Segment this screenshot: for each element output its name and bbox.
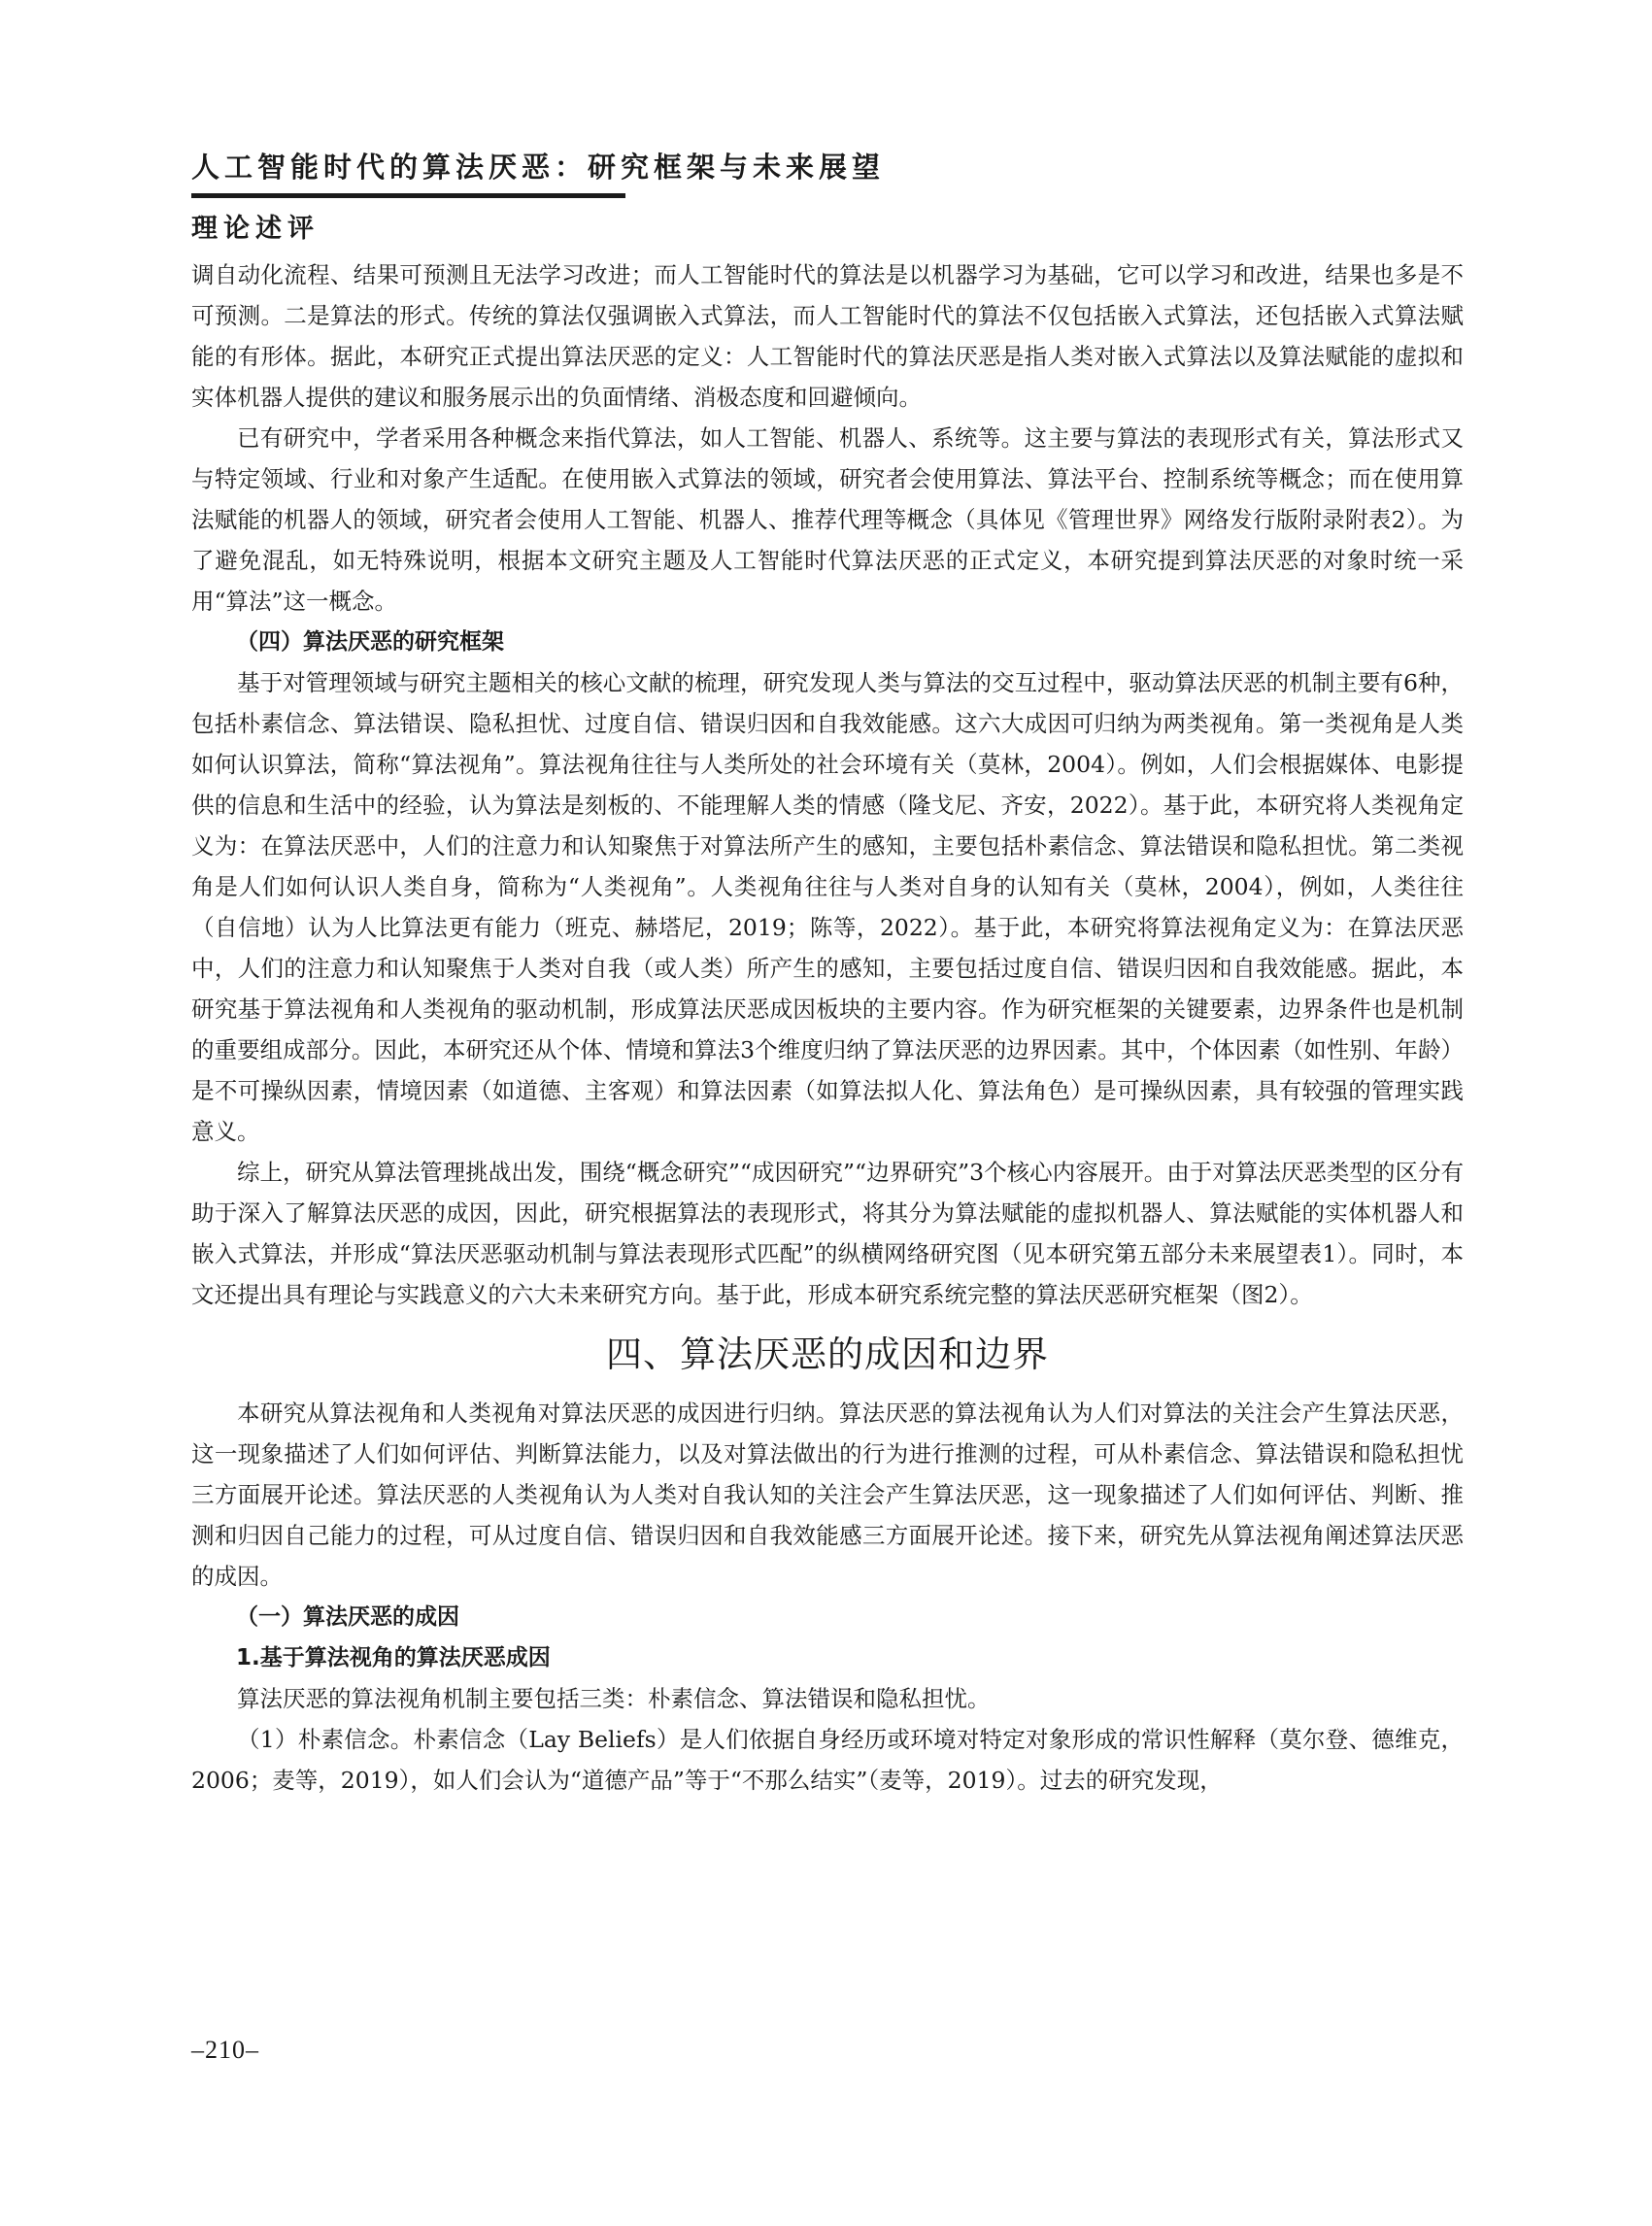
paragraph: 调自动化流程、结果可预测且无法学习改进；而人工智能时代的算法是以机器学习为基础，它可以学习和改进，结果也多是不可预测。二是算法的形式。传统的算法仅强调嵌入式算法，而人工智能时代的算法不仅包括嵌入式算法，还包括嵌入式算法赋能的有形体。据此，本研究正式提出算法厌恶的定义：人工智能时代的算法厌恶是指人类对嵌入式算法以及算法赋能的虚拟和实体机器人提供的建议和服务展示出的负面情绪、消极态度和回避倾向。 <box>191 261 1464 411</box>
running-title: 人工智能时代的算法厌恶：研究框架与未来展望 <box>191 151 886 184</box>
paragraph: 已有研究中，学者采用各种概念来指代算法，如人工智能、机器人、系统等。这主要与算法的表现形式有关，算法形式又与特定领域、行业和对象产生适配。在使用嵌入式算法的领域，研究者会使用算法、算法平台、控制系统等概念；而在使用算法赋能的机器人的领域，研究者会使用人工智能、机器人、推荐代理等概念（具体见《管理世界》网络发行版附录附表2）。为了避免混乱，如无特殊说明，根据本文研究主题及人工智能时代算法厌恶的正式定义，本研究提到算法厌恶的对象时统一采用“算法”这一概念。 <box>191 424 1464 615</box>
section-tag: 理论述评 <box>191 214 320 244</box>
subsubsection-heading: 1.基于算法视角的算法厌恶成因 <box>236 1645 551 1670</box>
subsection-heading: （一）算法厌恶的成因 <box>236 1604 459 1630</box>
paragraph: 算法厌恶的算法视角机制主要包括三类：朴素信念、算法错误和隐私担忧。 <box>237 1685 991 1712</box>
paragraph: 综上，研究从算法管理挑战出发，围绕“概念研究”“成因研究”“边界研究”3个核心内容展开。由于对算法厌恶类型的区分有助于深入了解算法厌恶的成因，因此，研究根据算法的表现形式，将其分为算法赋能的虚拟机器人、算法赋能的实体机器人和嵌入式算法，并形成“算法厌恶驱动机制与算法表现形式匹配”的纵横网络研究图（见本研究第五部分未来展望表1）。同时，本文还提出具有理论与实践意义的六大未来研究方向。基于此，形成本研究系统完整的算法厌恶研究框架（图2）。 <box>191 1159 1464 1308</box>
section-heading: 四、算法厌恶的成因和边界 <box>606 1333 1049 1375</box>
subsection-heading: （四）算法厌恶的研究框架 <box>236 629 504 655</box>
paragraph: （1）朴素信念。朴素信念（Lay Beliefs）是人们依据自身经历或环境对特定对象形成的常识性解释（莫尔登、德维克，2006；麦等，2019），如人们会认为“道德产品”等于“不那么结实”（麦等，2019）。过去的研究发现， <box>191 1726 1464 1794</box>
header-rule <box>191 193 625 198</box>
paragraph: 基于对管理领域与研究主题相关的核心文献的梳理，研究发现人类与算法的交互过程中，驱动算法厌恶的机制主要有6种，包括朴素信念、算法错误、隐私担忧、过度自信、错误归因和自我效能感。这六大成因可归纳为两类视角。第一类视角是人类如何认识算法，简称“算法视角”。算法视角往往与人类所处的社会环境有关（莫林，2004）。例如，人们会根据媒体、电影提供的信息和生活中的经验，认为算法是刻板的、不能理解人类的情感（隆戈尼、齐安，2022）。基于此，本研究将人类视角定义为：在算法厌恶中，人们的注意力和认知聚焦于对算法所产生的感知，主要包括朴素信念、算法错误和隐私担忧。第二类视角是人们如何认识人类自身，简称为“人类视角”。人类视角往往与人类对自身的认知有关（莫林，2004），例如，人类往往（自信地）认为人比算法更有能力（班克、赫塔尼，2019；陈等，2022）。基于此，本研究将算法视角定义为：在算法厌恶中，人们的注意力和认知聚焦于人类对自我（或人类）所产生的感知，主要包括过度自信、错误归因和自我效能感。据此，本研究基于算法视角和人类视角的驱动机制，形成算法厌恶成因板块的主要内容。作为研究框架的关键要素，边界条件也是机制的重要组成部分。因此，本研究还从个体、情境和算法3个维度归纳了算法厌恶的边界因素。其中，个体因素（如性别、年龄）是不可操纵因素，情境因素（如道德、主客观）和算法因素（如算法拟人化、算法角色）是可操纵因素，具有较强的管理实践意义。 <box>191 669 1464 1145</box>
paragraph: 本研究从算法视角和人类视角对算法厌恶的成因进行归纳。算法厌恶的算法视角认为人们对算法的关注会产生算法厌恶，这一现象描述了人们如何评估、判断算法能力，以及对算法做出的行为进行推测的过程，可从朴素信念、算法错误和隐私担忧三方面展开论述。算法厌恶的人类视角认为人类对自我认知的关注会产生算法厌恶，这一现象描述了人们如何评估、判断、推测和归因自己能力的过程，可从过度自信、错误归因和自我效能感三方面展开论述。接下来，研究先从算法视角阐述算法厌恶的成因。 <box>191 1400 1464 1590</box>
body-text <box>191 254 1464 1801</box>
page-number: –210– <box>191 2036 259 2064</box>
